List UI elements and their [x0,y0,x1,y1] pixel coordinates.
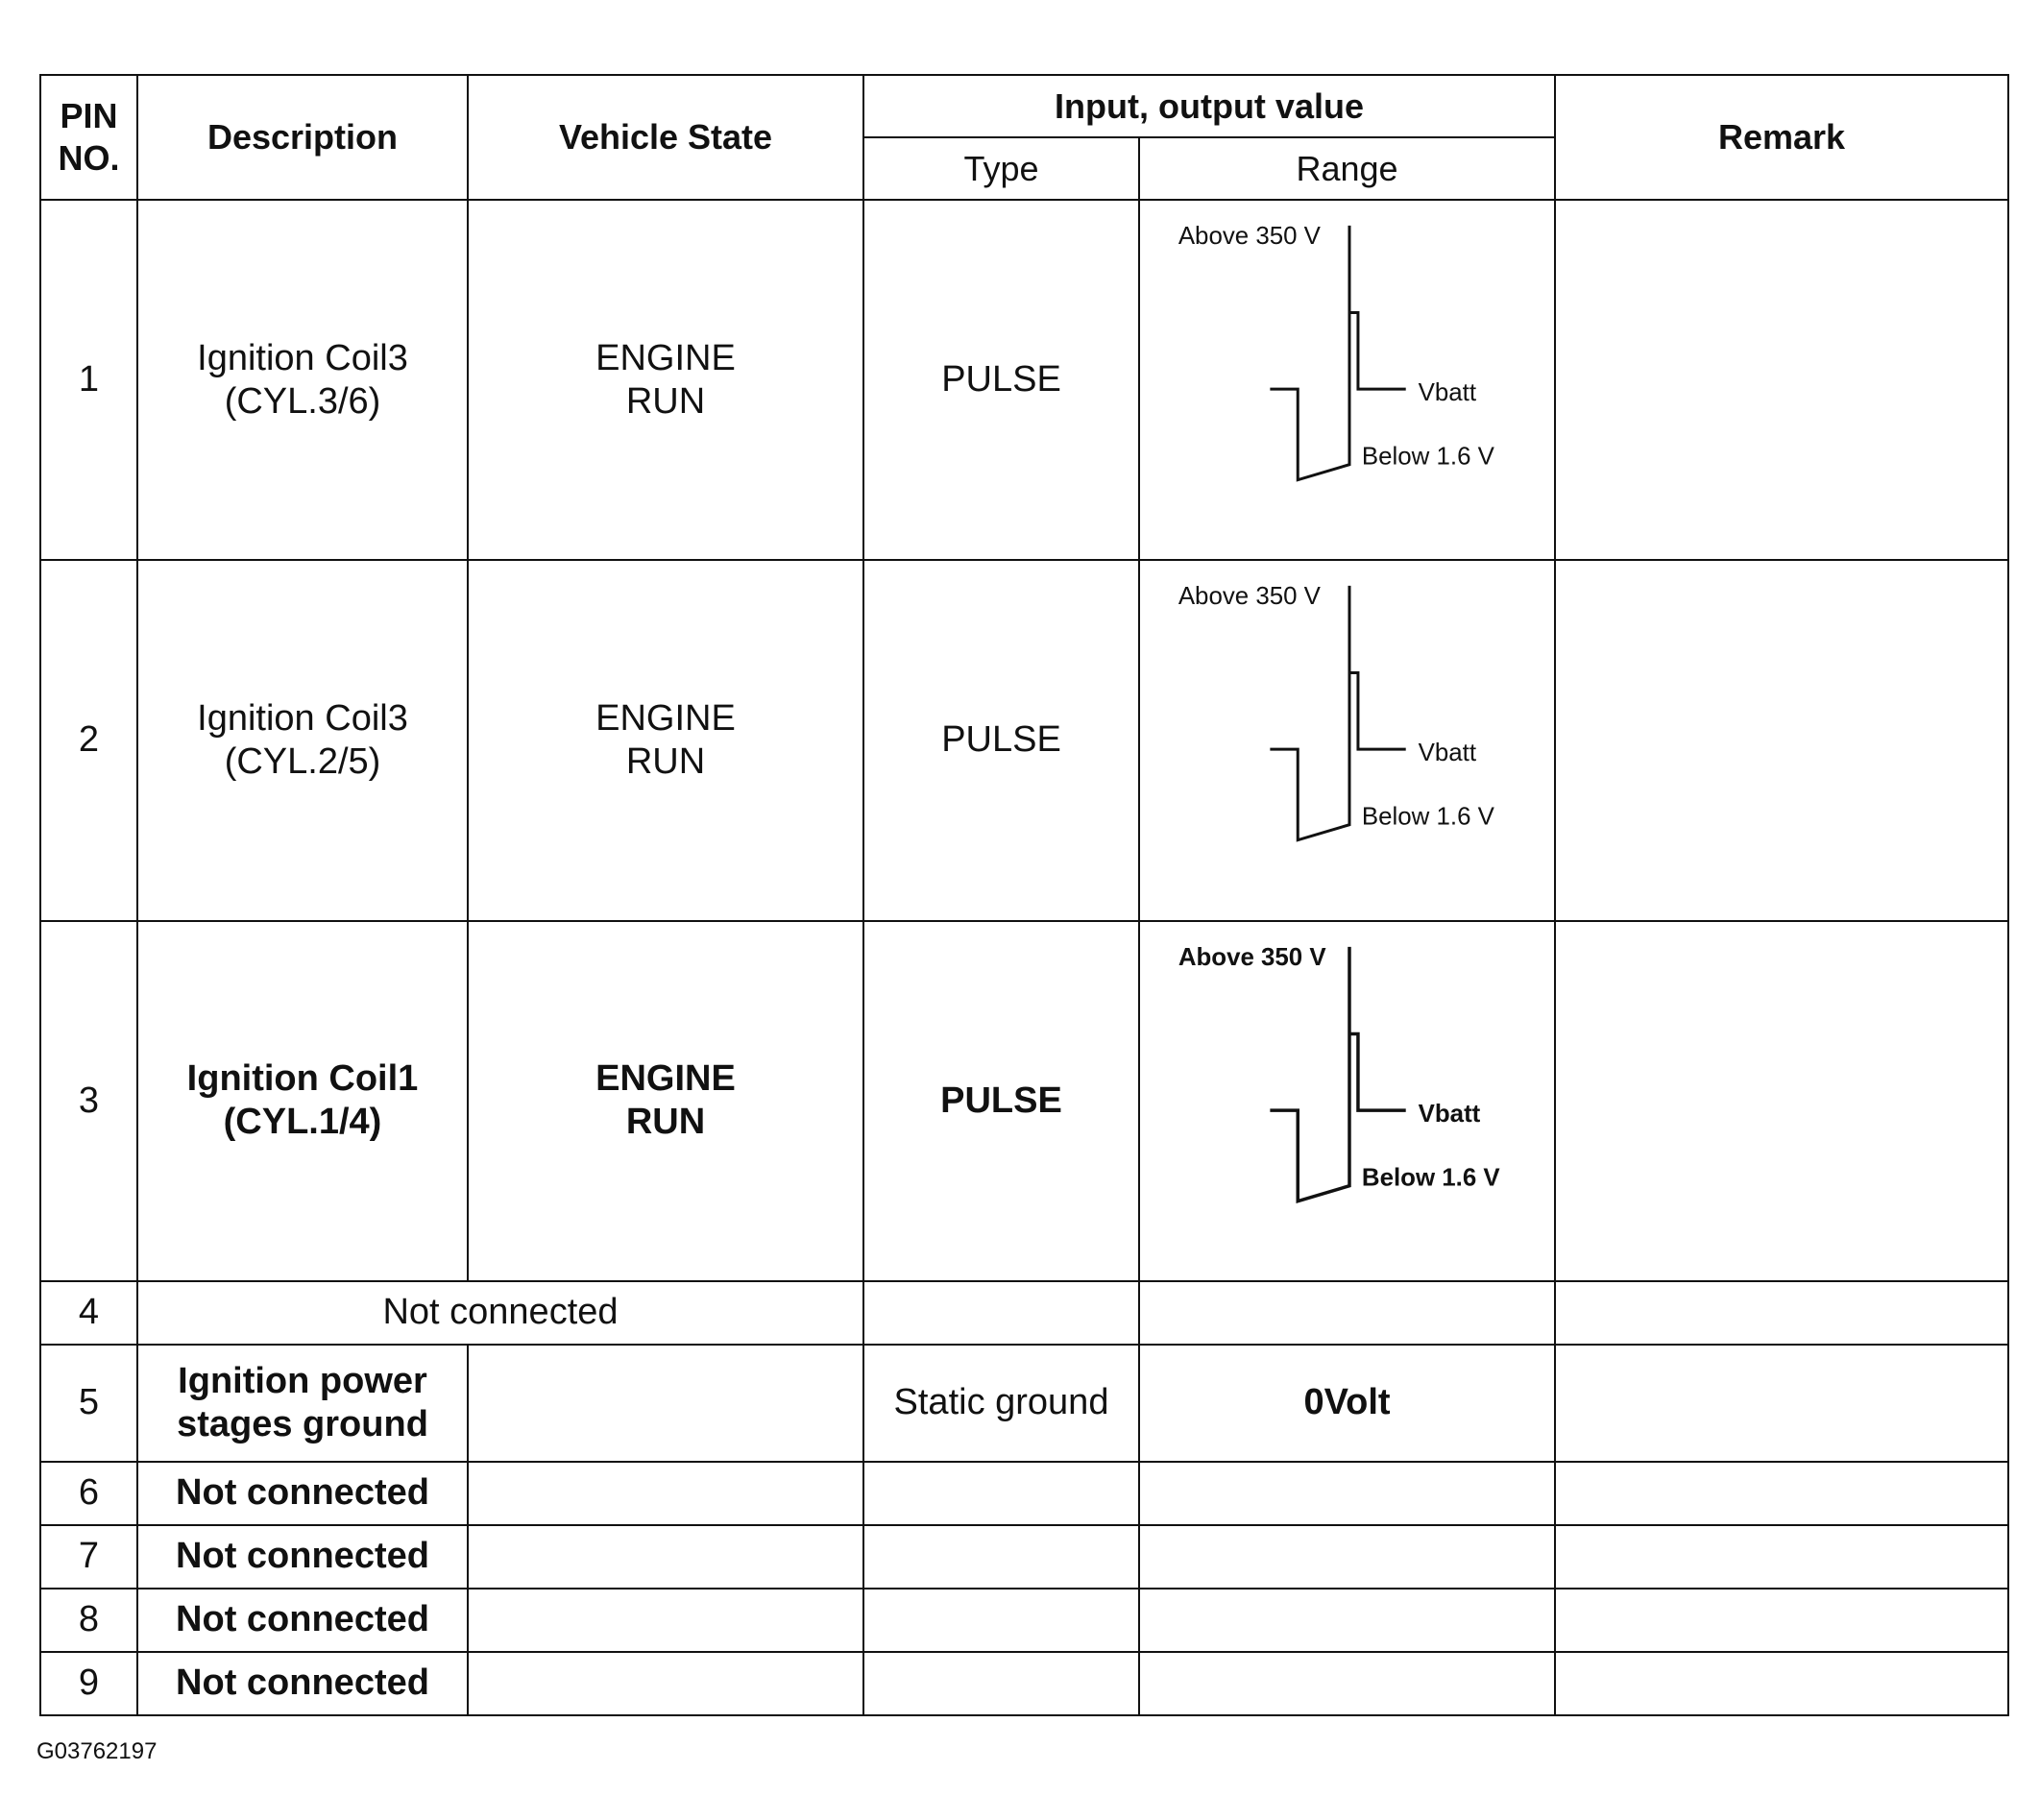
label-above: Above 350 V [1178,222,1321,250]
pin-number: 3 [40,921,137,1281]
remark-cell [1555,921,2008,1281]
remark-cell [1555,1525,2008,1589]
vehicle-state-cell [468,1652,863,1715]
pin-table [39,74,2009,1716]
label-below: Below 1.6 V [1361,803,1494,831]
pin-number: 5 [40,1345,137,1462]
label-vbatt: Vbatt [1418,740,1477,767]
header-vehicle-state: Vehicle State [468,75,863,200]
type-cell: Static ground [863,1345,1139,1462]
type-cell: PULSE [863,921,1139,1281]
vehicle-state-cell [468,1589,863,1652]
range-cell [1139,560,1555,920]
range-cell [1139,1281,1555,1345]
type-cell [863,1589,1139,1652]
pin-number: 2 [40,560,137,920]
pin-number: 8 [40,1589,137,1652]
figure-id: G03762197 [36,1738,158,1764]
type-cell: PULSE [863,560,1139,920]
pin-number: 9 [40,1652,137,1715]
pin-number: 7 [40,1525,137,1589]
table-row [40,1589,2008,1652]
pulse-waveform [1140,922,1554,1280]
header-remark: Remark [1555,75,2008,200]
description-cell: Ignition Coil3 (CYL.3/6) [137,200,468,560]
range-cell [1139,1652,1555,1715]
pulse-waveform [1140,201,1554,559]
description-cell: Not connected [137,1652,468,1715]
description-cell: Not connected [137,1281,863,1345]
description-cell: Ignition Coil3 (CYL.2/5) [137,560,468,920]
range-cell [1139,200,1555,560]
type-cell [863,1652,1139,1715]
pulse-waveform [1140,561,1554,919]
range-cell: 0Volt [1139,1345,1555,1462]
label-above: Above 350 V [1178,943,1326,971]
header-type: Type [863,137,1139,200]
description-cell: Ignition Coil1 (CYL.1/4) [137,921,468,1281]
remark-cell [1555,1652,2008,1715]
header-range: Range [1139,137,1555,200]
vehicle-state-cell [468,1345,863,1462]
table-row [40,1345,2008,1462]
label-below: Below 1.6 V [1361,1164,1500,1192]
header-io-value: Input, output value [863,75,1555,137]
remark-cell [1555,1281,2008,1345]
header-pin-no: PIN NO. [40,75,137,200]
type-cell [863,1281,1139,1345]
description-cell: Not connected [137,1462,468,1525]
type-cell [863,1525,1139,1589]
description-cell: Ignition power stages ground [137,1345,468,1462]
label-vbatt: Vbatt [1418,379,1477,407]
table-row [40,1525,2008,1589]
remark-cell [1555,1462,2008,1525]
remark-cell [1555,1345,2008,1462]
table-row [40,1652,2008,1715]
vehicle-state-cell: ENGINE RUN [468,200,863,560]
vehicle-state-cell: ENGINE RUN [468,921,863,1281]
pin-number: 4 [40,1281,137,1345]
header-description: Description [137,75,468,200]
type-cell: PULSE [863,200,1139,560]
vehicle-state-cell: ENGINE RUN [468,560,863,920]
remark-cell [1555,200,2008,560]
description-cell: Not connected [137,1525,468,1589]
table-row [40,560,2008,920]
range-cell [1139,1589,1555,1652]
range-cell [1139,1462,1555,1525]
label-vbatt: Vbatt [1418,1100,1481,1128]
vehicle-state-cell [468,1462,863,1525]
table-row [40,1462,2008,1525]
description-cell: Not connected [137,1589,468,1652]
pin-number: 1 [40,200,137,560]
pin-number: 6 [40,1462,137,1525]
range-cell [1139,921,1555,1281]
remark-cell [1555,560,2008,920]
label-above: Above 350 V [1178,583,1321,611]
table-row [40,1281,2008,1345]
table-row [40,200,2008,560]
vehicle-state-cell [468,1525,863,1589]
range-cell [1139,1525,1555,1589]
label-below: Below 1.6 V [1361,443,1494,471]
type-cell [863,1462,1139,1525]
remark-cell [1555,1589,2008,1652]
table-row [40,921,2008,1281]
